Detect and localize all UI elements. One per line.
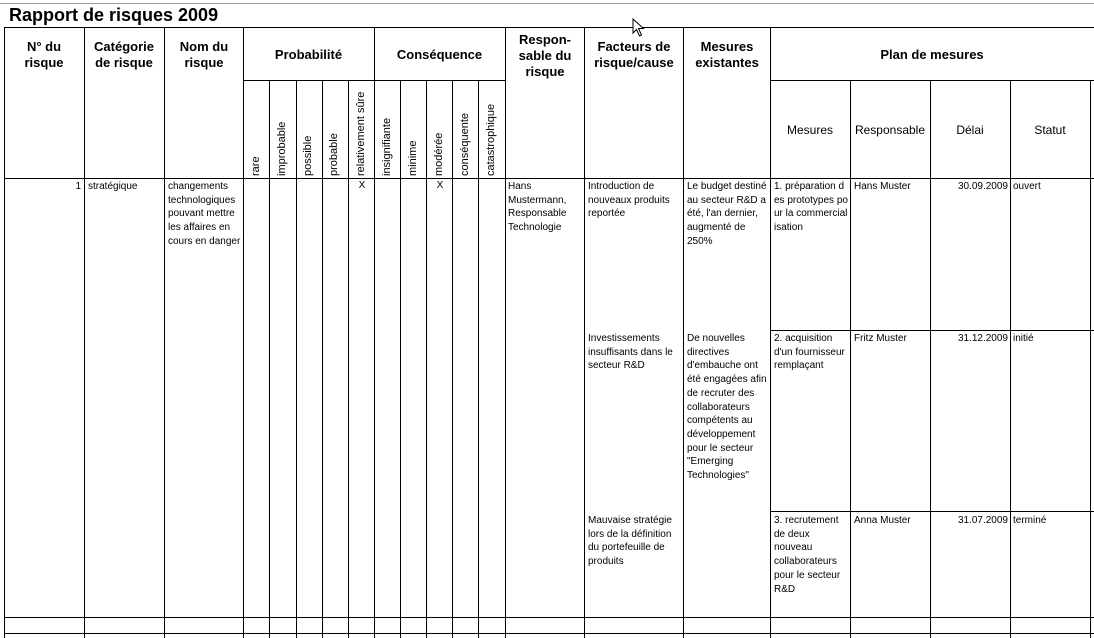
- header-probability: Probabilité: [274, 47, 343, 62]
- measure-deadline-1: 30.09.2009: [957, 181, 1008, 192]
- consequence-level-insignificant: insignifiante: [381, 117, 393, 176]
- probability-level-rare: rare: [250, 156, 262, 176]
- col-line: [243, 27, 244, 638]
- report-title: Rapport de risques 2009: [9, 5, 219, 25]
- measure-responsible-3: Anna Muster: [854, 515, 911, 526]
- col-line: [452, 80, 453, 638]
- col-line: [683, 27, 684, 638]
- consequence-level-moderate: modérée: [433, 132, 445, 176]
- probability-level-relatively-sure: relativement sûre: [355, 91, 367, 176]
- risk-factor-3: Mauvaise stratégie lors de la définition du portefeuille de produits: [588, 515, 672, 568]
- header-risk-number: N° du risque: [24, 39, 64, 70]
- col-line: [322, 80, 323, 638]
- plan-header-deadline: Délai: [956, 123, 984, 137]
- measure-status-2: initié: [1013, 333, 1034, 344]
- probability-mark: X: [358, 180, 366, 191]
- plan-header-status: Statut: [1034, 123, 1066, 137]
- probability-level-possible: possible: [302, 135, 314, 176]
- risk-category: stratégique: [88, 181, 138, 192]
- header-risk-category: Catégorie de risque: [94, 39, 154, 70]
- measure-deadline-3: 31.07.2009: [957, 515, 1008, 526]
- consequence-mark: X: [436, 180, 444, 191]
- header-existing-measures: Mesures existantes: [695, 39, 759, 70]
- header-mid-line-right: [770, 80, 1094, 81]
- col-line: [374, 27, 375, 638]
- col-line: [478, 80, 479, 638]
- col-line: [269, 80, 270, 638]
- header-risk-owner: Respon-sable du risque: [518, 32, 572, 79]
- measure-status-1: ouvert: [1013, 181, 1041, 192]
- row-line-1: [770, 330, 1094, 331]
- plan-header-measures: Mesures: [786, 123, 833, 137]
- risk-name: changements technologiques pouvant mettre les affaires en cours en danger: [168, 181, 241, 247]
- header-risk-name: Nom du risque: [179, 39, 229, 70]
- consequence-level-significant: conséquente: [459, 113, 471, 176]
- existing-measure-1: Le budget destiné au secteur R&D a été, l'an dernier, augmenté de 250%: [687, 181, 767, 247]
- planned-measure-2: 2. acquisition d'un fournisseur remplaçant: [774, 333, 845, 372]
- mouse-pointer-icon: [632, 18, 646, 38]
- existing-measure-2: De nouvelles directives d'embauche ont été engagées afin de recruter des collaborateurs compétents au développement pour le secteur "Emerging Technologies": [687, 333, 767, 482]
- probability-level-improbable: improbable: [276, 121, 288, 176]
- risk-factor-2: Investissements insuffisants dans le secteur R&D: [588, 333, 673, 372]
- col-line: [505, 27, 506, 638]
- measure-status-3: terminé: [1013, 515, 1047, 526]
- measure-deadline-2: 31.12.2009: [957, 333, 1008, 344]
- probability-level-probable: probable: [328, 133, 340, 176]
- col-line: [1010, 80, 1011, 638]
- col-line: [1090, 80, 1091, 638]
- col-line: [930, 80, 931, 638]
- top-border: [0, 3, 1094, 4]
- risk-factor-1: Introduction de nouveaux produits reportée: [588, 181, 670, 220]
- risk-number: 1: [75, 181, 81, 192]
- col-line: [164, 27, 165, 638]
- header-measures-plan: Plan de mesures: [880, 47, 984, 62]
- col-line: [426, 80, 427, 638]
- col-line: [4, 27, 5, 638]
- plan-header-responsible: Responsable: [854, 123, 926, 137]
- col-line: [584, 27, 585, 638]
- consequence-level-minimal: minime: [407, 140, 419, 176]
- col-line: [770, 27, 771, 638]
- header-top-line: [4, 27, 1094, 28]
- col-line: [84, 27, 85, 638]
- row-line-2: [770, 511, 1094, 512]
- header-risk-factors: Facteurs de risque/cause: [594, 39, 674, 70]
- measure-responsible-2: Fritz Muster: [854, 333, 907, 344]
- col-line: [850, 80, 851, 638]
- header-consequence: Conséquence: [396, 47, 483, 62]
- col-line: [400, 80, 401, 638]
- planned-measure-1: 1. préparation des prototypes pour la commercialisation: [774, 181, 848, 234]
- planned-measure-3: 3. recrutement de deux nouveau collaborateurs pour le secteur R&D: [774, 515, 841, 595]
- col-line: [296, 80, 297, 638]
- consequence-level-catastrophic: catastrophique: [485, 103, 497, 176]
- col-line: [348, 80, 349, 638]
- measure-responsible-1: Hans Muster: [854, 181, 911, 192]
- risk-owner: Hans Mustermann, Responsable Technologie: [508, 181, 567, 234]
